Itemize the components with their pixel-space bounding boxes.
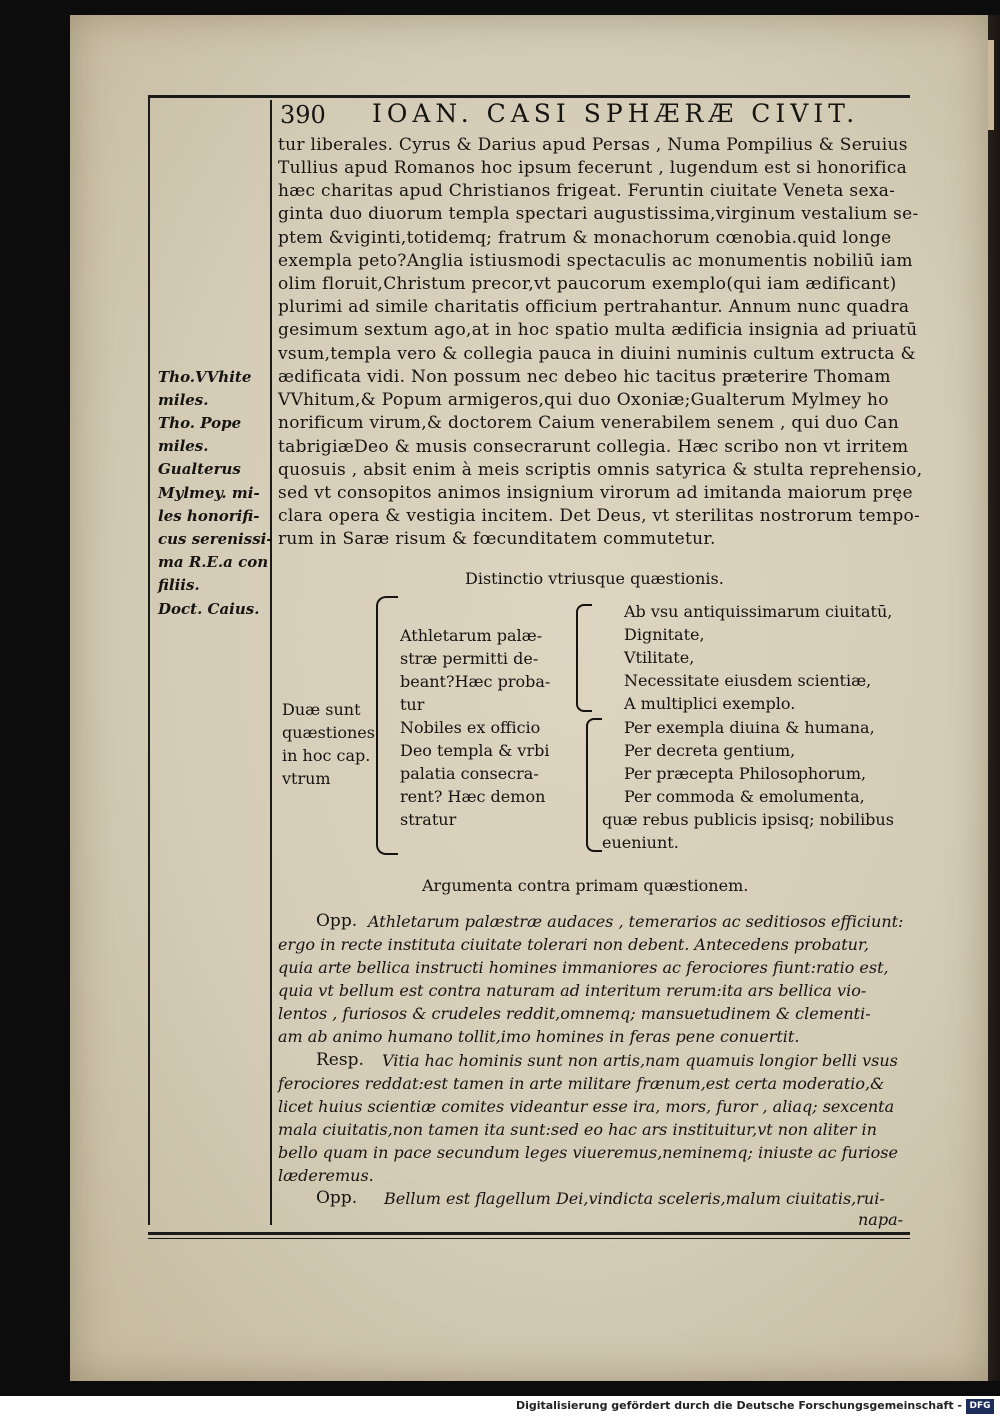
distinctio-heading: Distinctio vtriusque quæstionis. [465, 569, 724, 588]
margin-note: miles. [158, 437, 209, 455]
argumenta-heading: Argumenta contra primam quæstionem. [422, 876, 749, 895]
distinctio-mid: palatia consecra- [400, 764, 539, 783]
distinctio-mid: beant?Hæc proba- [400, 672, 551, 691]
argument-line: am ab animo humano tollit,imo homines in feras pene conuertit. [278, 1027, 800, 1046]
page-number: 390 [280, 101, 326, 129]
distinctio-right: Vtilitate, [624, 648, 695, 667]
margin-note: les honorifi- [158, 507, 260, 525]
body-line: ædificata vidi. Non possum nec debeo hic tacitus præterire Thomam [278, 367, 891, 387]
distinctio-right: quæ rebus publicis ipsisq; nobilibus [602, 810, 894, 829]
margin-note: filiis. [158, 576, 200, 594]
argument-line: quia arte bellica instructi homines immaniores ac ferociores fiunt:ratio est, [278, 958, 889, 977]
body-line: VVhitum,& Popum armigeros,qui duo Oxoniæ;Gualterum Mylmey ho [278, 390, 889, 410]
distinctio-left: vtrum [282, 769, 331, 788]
margin-note: Mylmey. mi- [158, 484, 260, 502]
body-line: vsum,templa vero & collegia pauca in diuini numinis cultum extructa & [278, 344, 916, 364]
argument-line: ergo in recte instituta ciuitate tolerari non debent. Antecedens probatur, [278, 935, 869, 954]
distinctio-left: quæstiones [282, 723, 375, 742]
bottom-rule-thin [148, 1238, 910, 1239]
distinctio-mid: stratur [400, 810, 457, 829]
body-line: tabrigiæDeo & musis consecrarunt collegia. Hæc scribo non vt irritem [278, 437, 909, 457]
body-line: quosuis , absit enim à meis scriptis omnis satyrica & stulta reprehensio, [278, 460, 923, 480]
body-line: Tullius apud Romanos hoc ipsum fecerunt , lugendum est si honorifica [278, 158, 908, 178]
catchword: napa- [858, 1210, 904, 1229]
distinctio-mid: Athletarum palæ- [400, 626, 543, 645]
argument-label: Opp. [316, 911, 358, 931]
margin-note: ma R.E.a con [158, 553, 269, 571]
body-line: hæc charitas apud Christianos frigeat. Feruntin ciuitate Veneta sexa- [278, 181, 896, 201]
body-line: exempla peto?Anglia istiusmodi spectaculis ac monumentis nobiliū iam [278, 251, 913, 271]
bottom-rule [148, 1232, 910, 1235]
argument-line: Athletarum palæstræ audaces , temerarios ac seditiosos efficiunt: [368, 912, 904, 931]
body-line: norificum virum,& doctorem Caium venerabilem senem , qui duo Can [278, 413, 899, 433]
body-line: clara opera & vestigia incitem. Det Deus, vt sterilitas nostrorum tempo- [278, 506, 921, 526]
left-border [148, 97, 150, 1225]
distinctio-right: Per decreta gentium, [624, 741, 796, 760]
distinctio-right: eueniunt. [602, 833, 679, 852]
argument-line: læderemus. [278, 1166, 374, 1185]
margin-note: Tho. Pope [158, 414, 242, 432]
body-line: ptem &viginti,totidemq; fratrum & monachorum cœnobia.quid longe [278, 228, 892, 248]
distinctio-left: in hoc cap. [282, 746, 371, 765]
body-line: plurimi ad simile charitatis officium pertrahantur. Annum nunc quadra [278, 297, 910, 317]
body-line: tur liberales. Cyrus & Darius apud Persas , Numa Pompilius & Seruius [278, 135, 908, 155]
body-line: sed vt consopitos animos insignium virorum ad imitanda maiorum pręe [278, 483, 913, 503]
margin-note: miles. [158, 391, 209, 409]
running-title: IOAN. CASI SPHÆRÆ CIVIT. [372, 99, 860, 128]
argument-line: bello quam in pace secundum leges viueremus,neminemq; iniuste ac furiose [278, 1143, 898, 1162]
argument-label: Resp. [316, 1050, 364, 1070]
left-brace [376, 596, 398, 855]
lower-mid-brace [586, 718, 602, 852]
argument-line: quia vt bellum est contra naturam ad interitum rerum:ita ars bellica vio- [278, 981, 867, 1000]
argument-line: mala ciuitatis,non tamen ita sunt:sed eo hac ars instituitur,vt non aliter in [278, 1120, 877, 1139]
argument-line: Vitia hac hominis sunt non artis,nam quamuis longior belli vsus [382, 1051, 898, 1070]
distinctio-right: Per exempla diuina & humana, [624, 718, 875, 737]
margin-note: Doct. Caius. [158, 600, 260, 618]
margin-divider [270, 100, 272, 1225]
footer-bar [0, 1396, 1000, 1419]
argument-label: Opp. [316, 1188, 358, 1208]
margin-note: cus serenissi- [158, 530, 273, 548]
argument-line: lentos , furiosos & crudeles reddit,omnemq; mansuetudinem & clementi- [278, 1004, 871, 1023]
argument-line: ferociores reddat:est tamen in arte militare frænum,est certa moderatio,& [278, 1074, 885, 1093]
distinctio-mid: Deo templa & vrbi [400, 741, 550, 760]
distinctio-right: Per commoda & emolumenta, [624, 787, 865, 806]
distinctio-left: Duæ sunt [282, 700, 361, 719]
distinctio-mid: rent? Hæc demon [400, 787, 546, 806]
distinctio-mid: stræ permitti de- [400, 649, 539, 668]
distinctio-right: Dignitate, [624, 625, 705, 644]
margin-note: Tho.VVhite [158, 368, 252, 386]
body-line: olim floruit,Christum precor,vt paucorum exemplo(qui iam ædificant) [278, 274, 897, 294]
body-line: ginta duo diuorum templa spectari augustissima,virginum vestalium se- [278, 204, 919, 224]
argument-line: Bellum est flagellum Dei,vindicta sceleris,malum ciuitatis,rui- [384, 1189, 885, 1208]
margin-note: Gualterus [158, 460, 241, 478]
argument-line: licet huius scientiæ comites videantur esse ira, mors, furor , aliaq; sexcenta [278, 1097, 895, 1116]
distinctio-right: Necessitate eiusdem scientiæ, [624, 671, 872, 690]
upper-mid-brace [576, 604, 592, 712]
distinctio-right: Ab vsu antiquissimarum ciuitatū, [624, 602, 893, 621]
distinctio-mid: tur [400, 695, 425, 714]
distinctio-right: Per præcepta Philosophorum, [624, 764, 867, 783]
body-line: gesimum sextum ago,at in hoc spatio multa ædificia insignia ad priuatū [278, 320, 918, 340]
body-line: rum in Saræ risum & fœcunditatem commutetur. [278, 529, 716, 549]
distinctio-mid: Nobiles ex officio [400, 718, 541, 737]
distinctio-right: A multiplici exemplo. [624, 694, 796, 713]
footer-credit: Digitalisierung gefördert durch die Deutsche Forschungsgemeinschaft - [515, 1399, 962, 1412]
dfg-logo: DFG [966, 1399, 994, 1414]
